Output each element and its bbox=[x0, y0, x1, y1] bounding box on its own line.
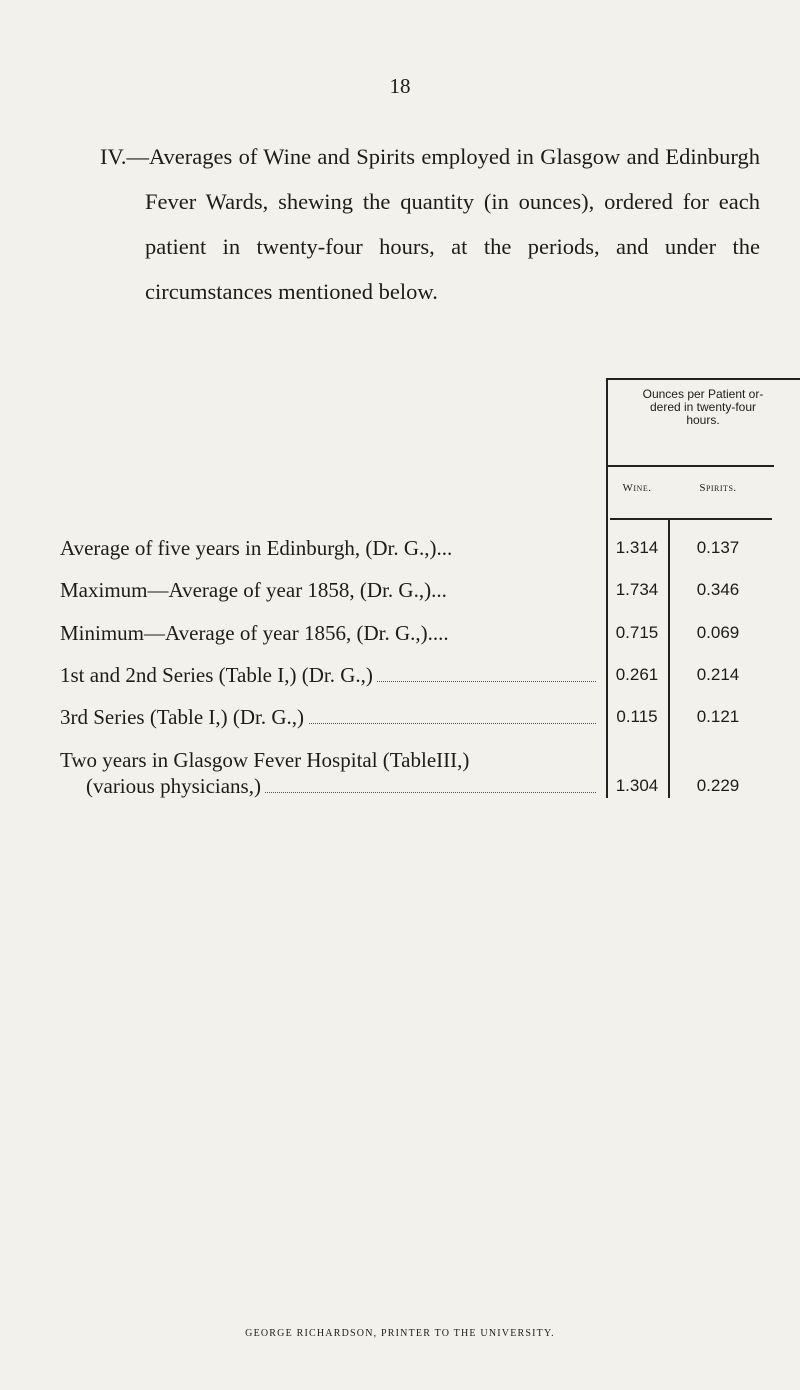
spirits-value: 0.137 bbox=[696, 538, 740, 557]
middle-column-rule bbox=[668, 518, 670, 798]
column-group-line-1: Ounces per Patient or- bbox=[642, 387, 764, 401]
spirits-value: 0.229 bbox=[696, 776, 740, 795]
wine-spirits-table bbox=[0, 378, 800, 798]
wine-value: 0.261 bbox=[615, 665, 659, 684]
table-row-label: Average of five years in Edinburgh, (Dr. G.,)... bbox=[60, 536, 596, 561]
top-rule bbox=[608, 378, 800, 380]
wine-value: 1.314 bbox=[615, 538, 659, 557]
subheader-rule bbox=[608, 465, 774, 467]
column-header-wine: Wine. bbox=[622, 482, 652, 494]
wine-value: 1.304 bbox=[615, 776, 659, 795]
spirits-value: 0.214 bbox=[696, 665, 740, 684]
wine-value: 0.115 bbox=[616, 707, 658, 726]
table-row-label: Two years in Glasgow Fever Hospital (TableIII,) bbox=[60, 748, 596, 773]
table-row-label: (various physicians,) bbox=[86, 774, 596, 799]
spirits-value: 0.069 bbox=[696, 623, 740, 642]
page-number: 18 bbox=[389, 74, 411, 98]
table-heading bbox=[100, 134, 760, 314]
column-group-line-3: hours. bbox=[686, 413, 720, 427]
wine-value: 1.734 bbox=[615, 580, 659, 599]
table-row-label: 1st and 2nd Series (Table I,) (Dr. G.,) bbox=[60, 663, 596, 688]
table-row-label: 3rd Series (Table I,) (Dr. G.,) bbox=[60, 705, 596, 730]
wine-value: 0.715 bbox=[615, 623, 659, 642]
table-row-label: Minimum—Average of year 1856, (Dr. G.,).... bbox=[60, 621, 596, 646]
column-header-spirits: Spirits. bbox=[699, 482, 737, 494]
heading-text: IV.—Averages of Wine and Spirits employed in Glasgow and Edinburgh Fever Wards, shewing the quantity (in ounces), ordered for each patient in twenty-four hours, at the periods, and under the circumstances mentioned below. bbox=[100, 144, 760, 304]
spirits-value: 0.121 bbox=[696, 707, 740, 726]
spirits-value: 0.346 bbox=[696, 580, 740, 599]
table-row-label: Maximum—Average of year 1858, (Dr. G.,)... bbox=[60, 578, 596, 603]
column-group-header bbox=[608, 388, 798, 427]
column-group-line-2: dered in twenty-four bbox=[649, 400, 757, 414]
printer-imprint: GEORGE RICHARDSON, PRINTER TO THE UNIVERSITY. bbox=[245, 1328, 555, 1339]
header-bottom-rule bbox=[610, 518, 772, 520]
